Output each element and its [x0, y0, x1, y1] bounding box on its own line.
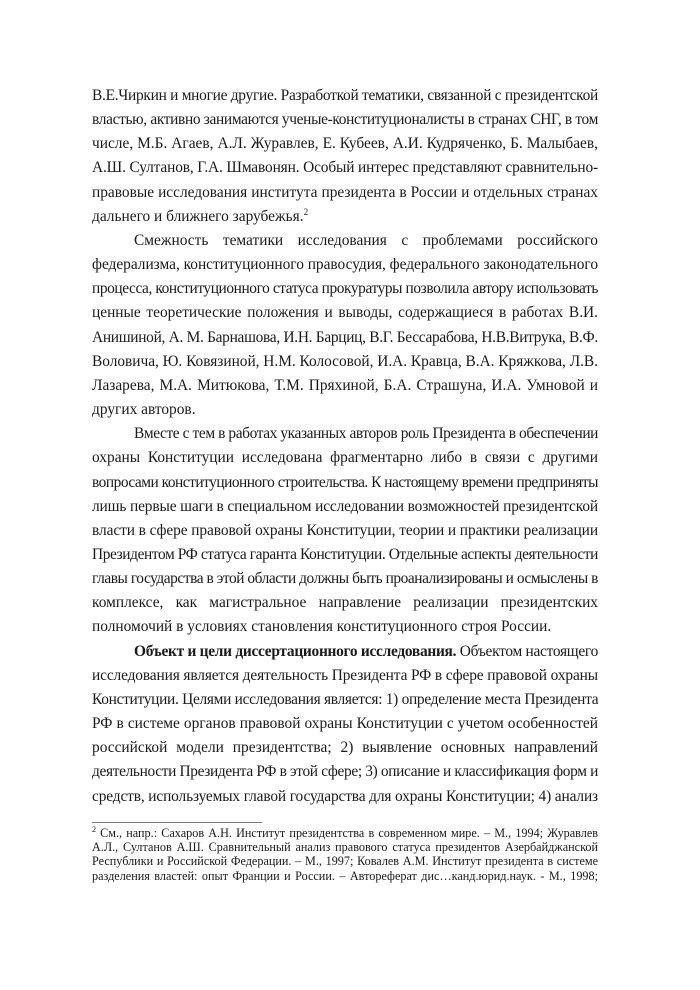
paragraph-start: Вместе с тем в работах указанных авторов роль Президента в обеспечении: [134, 425, 598, 443]
paragraph-start: [92, 640, 598, 664]
text-line: лишь первые шаги в специальном исследовании возможностей президентской: [92, 497, 598, 515]
text-line: А.Ш. Султанов, Г.А. Шмавонян. Особый интерес представляют сравнительно-: [92, 159, 598, 177]
footnote-number: 2: [92, 825, 96, 834]
text-line: [92, 205, 598, 229]
footnote: [92, 826, 598, 883]
text-line: процесса, конституционного статуса прокуратуры позволила автору использовать: [92, 280, 598, 298]
paragraph-start: Смежность тематики исследования с проблемами российского: [134, 231, 598, 249]
text-line: властью, активно занимаются ученые-конституционалисты в странах СНГ, в том: [92, 111, 598, 129]
text-line-content: дальнего и ближнего зарубежья.: [92, 207, 304, 225]
text-line: власти в сфере правовой охраны Конституции, теории и практики реализации: [92, 521, 598, 539]
text-line: российской модели президентства; 2) выявление основных направлений: [92, 739, 598, 757]
text-line: полномочий в условиях становления конституционного строя России.: [92, 618, 552, 636]
footnote-separator: [92, 822, 262, 823]
text-line: деятельности Президента РФ в этой сфере; 3) описание и классификация форм и: [92, 763, 598, 781]
text-line: вопросами конституционного строительства. К настоящему времени предприняты: [92, 473, 598, 491]
text-line: числе, М.Б. Агаев, А.Л. Журавлев, Е. Кубеев, А.И. Кудряченко, Б. Малыбаев,: [92, 135, 598, 153]
text-line: Воловича, Ю. Ковязиной, Н.М. Колосовой, И.А. Кравца, В.А. Кряжкова, Л.В.: [92, 352, 598, 370]
text-line: Анишиной, А. М. Барнашова, И.Н. Барциц, В.Г. Бессарабова, Н.В.Витрука, В.Ф.: [92, 328, 598, 346]
text-line: других авторов.: [92, 401, 196, 419]
text-line: федерализма, конституционного правосудия, федерального законодательного: [92, 256, 598, 274]
text-line: В.Е.Чиркин и многие другие. Разработкой тематики, связанной с президентской: [92, 87, 598, 104]
text-line: Лазарева, М.А. Митюкова, Т.М. Пряхиной, Б.А. Страшуна, И.А. Умновой и: [92, 376, 598, 394]
text-line: РФ в системе органов правовой охраны Конституции с учетом особенностей: [92, 715, 598, 733]
footnote-reference[interactable]: 2: [303, 206, 309, 217]
text-line: охраны Конституции исследована фрагментарно либо в связи с другими: [92, 449, 598, 467]
text-line: Конституции. Целями исследования является: 1) определение места Президента: [92, 690, 599, 708]
text-line: исследования является деятельность Президента РФ в сфере правовой охраны: [92, 666, 598, 684]
text-line: комплексе, как магистральное направление реализации президентских: [92, 594, 598, 612]
text-line: ценные теоретические положения и выводы, содержащиеся в работах В.И.: [92, 304, 598, 322]
footnote-line: А.Л., Султанов А.Ш. Сравнительный анализ правового статуса президентов Азербайджанской: [92, 840, 598, 855]
footnote-line: [92, 826, 598, 840]
footnote-text: См., напр.: Сахаров А.Н. Институт президентства в современном мире. – М., 1994; Журавлев: [100, 826, 599, 840]
text-line: главы государства в этой области должны быть проанализированы и осмыслены в: [92, 570, 598, 588]
text-line: правовые исследования института президента в России и отдельных странах: [92, 183, 598, 201]
footnote-line: разделения властей: опыт Франции и России. – Автореферат дис…канд.юрид.наук. - М., 1998;: [92, 868, 598, 883]
text-line: средств, используемых главой государства для охраны Конституции; 4) анализ: [92, 787, 598, 805]
section-heading: Объект и цели диссертационного исследования.: [134, 642, 457, 660]
footnote-line: Республики и Российской Федерации. – М., 1997; Ковалев А.М. Институт президента в системе: [92, 854, 598, 869]
text-line: Президентом РФ статуса гаранта Конституции. Отдельные аспекты деятельности: [92, 545, 598, 563]
body-text: [92, 84, 598, 809]
text-line-content: Объектом настоящего: [459, 642, 599, 660]
